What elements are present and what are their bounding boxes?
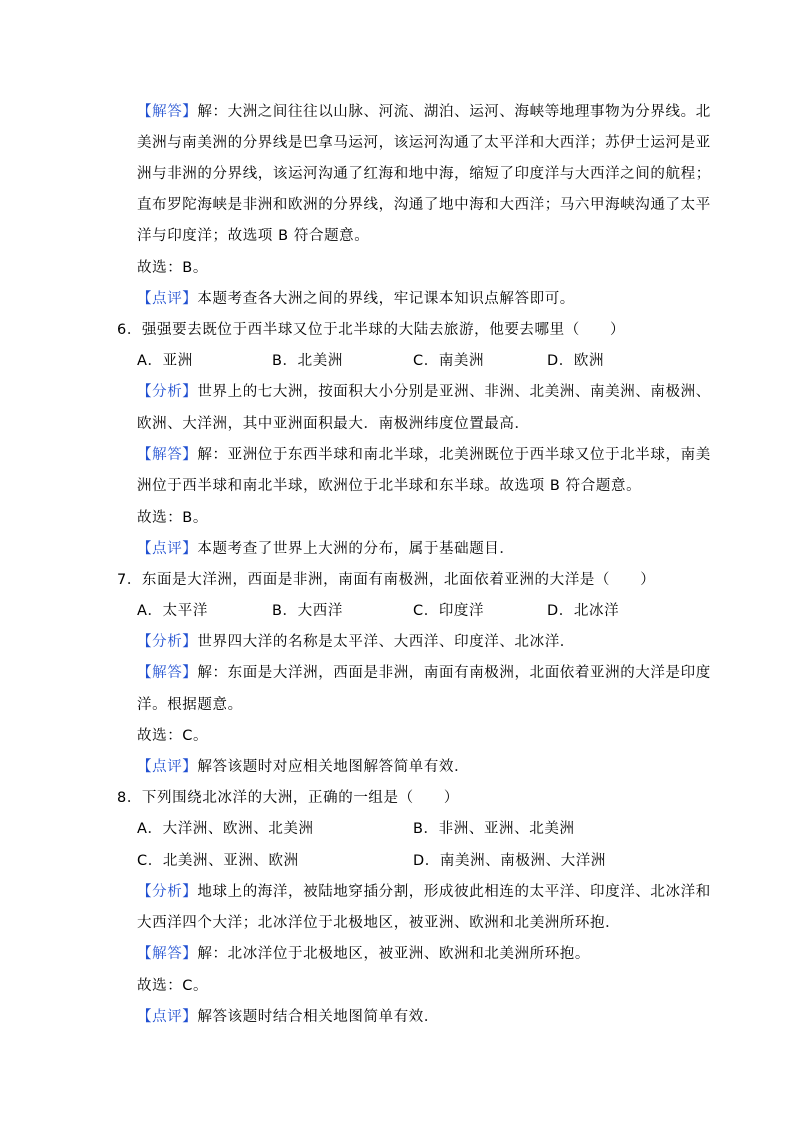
comment-tag: 【点评】 <box>137 1009 198 1025</box>
q7-stem: 7．东面是大洋洲，西面是非洲，南面有南极洲，北面依着亚洲的大洋是（ ） <box>117 572 656 588</box>
q5-answer-line-2: 美洲与南美洲的分界线是巴拿马运河，该运河沟通了太平洋和大西洋；苏伊士运河是亚 <box>137 135 711 151</box>
q6-option-c: C．南美洲 <box>413 353 485 369</box>
q6-option-d: D．欧洲 <box>547 353 605 369</box>
q5-comment: 【点评】本题考查各大洲之间的界线，牢记课本知识点解答即可。 <box>137 291 575 307</box>
analysis-tag: 【分析】 <box>137 384 198 400</box>
q6-choice: 故选：B。 <box>137 510 208 526</box>
comment-tag: 【点评】 <box>137 759 198 775</box>
q5-answer-line-4: 直布罗陀海峡是非洲和欧洲的分界线，沟通了地中海和大西洋；马六甲海峡沟通了太平 <box>137 197 711 213</box>
q7-option-b: B．大西洋 <box>272 603 343 619</box>
q8-comment: 【点评】解答该题时结合相关地图简单有效． <box>137 1009 440 1025</box>
q7-option-c: C．印度洋 <box>413 603 485 619</box>
q8-option-b: B．非洲、亚洲、北美洲 <box>413 821 575 837</box>
q6-analysis-line-2: 欧洲、大洋洲，其中亚洲面积最大．南极洲纬度位置最高． <box>137 416 530 432</box>
analysis-tag: 【分析】 <box>137 884 198 900</box>
q7-option-d: D．北冰洋 <box>547 603 620 619</box>
q7-option-a: A．太平洋 <box>137 603 208 619</box>
q7-answer-line-2: 洋。根据题意。 <box>137 697 243 713</box>
q6-option-a: A．亚洲 <box>137 353 193 369</box>
q6-stem: 6．强强要去既位于西半球又位于北半球的大陆去旅游，他要去哪里（ ） <box>117 322 626 338</box>
q7-answer-line-1: 【解答】解：东面是大洋洲，西面是非洲，南面有南极洲，北面依着亚洲的大洋是印度 <box>137 665 711 681</box>
q8-option-a: A．大洋洲、欧洲、北美洲 <box>137 821 314 837</box>
q8-stem: 8．下列围绕北冰洋的大洲，正确的一组是（ ） <box>117 790 460 806</box>
q6-analysis-line-1: 【分析】世界上的七大洲，按面积大小分别是亚洲、非洲、北美洲、南美洲、南极洲、 <box>137 384 711 400</box>
q8-option-d: D．南美洲、南极洲、大洋洲 <box>413 853 606 869</box>
q7-analysis: 【分析】世界四大洋的名称是太平洋、大西洋、印度洋、北冰洋． <box>137 634 575 650</box>
q8-analysis-line-2: 大西洋四个大洋；北冰洋位于北极地区，被亚洲、欧洲和北美洲所环抱． <box>137 915 621 931</box>
comment-tag: 【点评】 <box>137 541 198 557</box>
q6-option-b: B．北美洲 <box>272 353 343 369</box>
q6-answer-line-1: 【解答】解：亚洲位于东西半球和南北半球，北美洲既位于西半球又位于北半球，南美 <box>137 447 711 463</box>
answer-tag: 【解答】 <box>137 447 198 463</box>
q5-answer-line-5: 洋与印度洋；故选项 B 符合题意。 <box>137 228 370 244</box>
q5-answer-line-3: 洲与非洲的分界线，该运河沟通了红海和地中海，缩短了印度洋与大西洋之间的航程； <box>137 166 711 182</box>
answer-tag: 【解答】 <box>137 946 198 962</box>
q8-option-c: C．北美洲、亚洲、欧洲 <box>137 853 299 869</box>
q5-choice: 故选：B。 <box>137 260 208 276</box>
q5-answer-line-1: 【解答】解：大洲之间往往以山脉、河流、湖泊、运河、海峡等地理事物为分界线。北 <box>137 104 711 120</box>
q7-choice: 故选：C。 <box>137 728 209 744</box>
answer-tag: 【解答】 <box>137 104 198 120</box>
q7-comment: 【点评】解答该题时对应相关地图解答简单有效． <box>137 759 470 775</box>
q6-answer-line-2: 洲位于西半球和南北半球，欧洲位于北半球和东半球。故选项 B 符合题意。 <box>137 478 642 494</box>
q8-analysis-line-1: 【分析】地球上的海洋，被陆地穿插分割，形成彼此相连的太平洋、印度洋、北冰洋和 <box>137 884 711 900</box>
q6-comment: 【点评】本题考查了世界上大洲的分布，属于基础题目． <box>137 541 515 557</box>
comment-tag: 【点评】 <box>137 291 198 307</box>
answer-tag: 【解答】 <box>137 665 198 681</box>
q8-answer: 【解答】解：北冰洋位于北极地区，被亚洲、欧洲和北美洲所环抱。 <box>137 946 591 962</box>
q8-choice: 故选：C。 <box>137 978 209 994</box>
analysis-tag: 【分析】 <box>137 634 198 650</box>
